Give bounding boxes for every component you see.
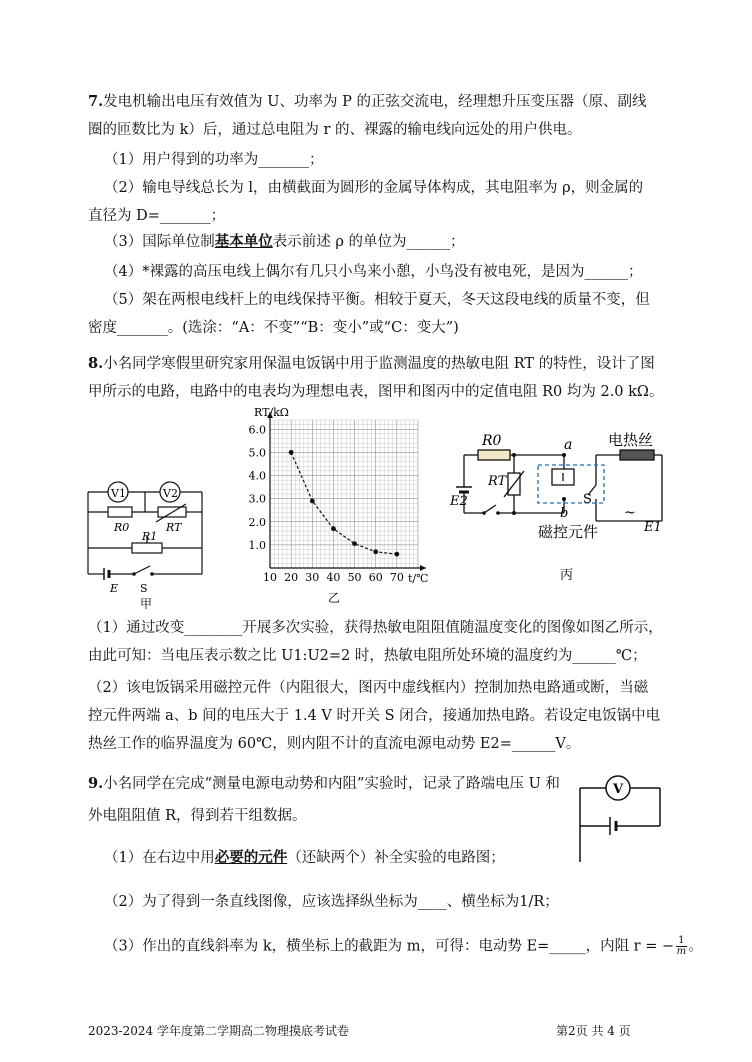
bing-rt-label: RT [488, 474, 507, 489]
chart-ticks [249, 423, 404, 584]
footer-right: 第2页 共 4 页 [556, 1024, 631, 1038]
q9-fraction-num: 1 [678, 935, 685, 946]
bing-ac-symbol: ~ [624, 505, 636, 521]
jia-v2-label: V2 [163, 487, 178, 500]
circuit-jia [80, 470, 220, 610]
q9-fraction [676, 936, 686, 957]
chart-point [310, 499, 315, 504]
q9-line1 [88, 774, 560, 794]
q9-part1-pre: （1）在右边中用 [104, 850, 215, 866]
bing-e2-label: E2 [450, 494, 468, 509]
q7-part5b: 密度_______。(选涂：“A：不变”“B：变小”或“C：变大”) [88, 320, 459, 336]
footer-left: 2023-2024 学年度第二学期高二物理摸底考试卷 [88, 1024, 349, 1038]
jia-rt-label: RT [166, 521, 182, 534]
q8-stem-1: 小名同学寒假里研究家用保温电饭锅中用于监测温度的热敏电阻 RT 的特性，设计了图 [103, 356, 655, 372]
chart-ylabel: RT/kΩ [254, 406, 289, 419]
jia-s-label: S [140, 582, 148, 595]
chart-caption: 乙 [328, 591, 341, 605]
chart-yi [232, 402, 432, 607]
q7-part2b: 直径为 D=_______； [88, 208, 226, 224]
q9-stem-1: 小名同学在完成“测量电源电动势和内阻”实验时，记录了路端电压 U 和 [103, 776, 560, 792]
q9-part3 [104, 936, 703, 957]
chart-x-tick: 30 [305, 571, 320, 584]
q9-part1-bold: 必要的元件 [214, 849, 288, 866]
chart-x-tick: 10 [263, 571, 277, 584]
q7-part2a: （2）输电导线总长为 l，由横截面为圆形的金属导体构成，其电阻率为 ρ，则金属的 [104, 180, 644, 196]
q7-part3-bold: 基本单位 [214, 233, 273, 250]
q7-stem-1: 发电机输出电压有效值为 U、功率为 P 的正弦交流电，经理想升压变压器（原、副线 [103, 94, 647, 110]
q7-part3-pre: （3）国际单位制 [104, 234, 215, 250]
chart-x-arrow [420, 565, 426, 571]
chart-point [373, 549, 378, 554]
chart-x-tick: 20 [284, 571, 299, 584]
q9-line2: 外电阻阻值 R，得到若干组数据。 [88, 808, 307, 824]
circuit-q9 [576, 770, 666, 866]
q7-part3-post: 表示前述 ρ 的单位为______； [272, 234, 465, 250]
jia-r0-label: R0 [114, 521, 130, 534]
chart-y-tick: 5.0 [248, 446, 266, 460]
bing-b-label: b [560, 506, 569, 521]
chart-y-tick: 1.0 [248, 538, 266, 552]
q8-part1b: 由此可知：当电压表示数之比 U1:U2=2 时，热敏电阻所处环境的温度约为______℃； [88, 648, 647, 664]
jia-v1-label: V1 [111, 487, 126, 500]
resistor-r0 [478, 450, 510, 460]
chart-point [394, 552, 399, 557]
resistor-r0 [108, 507, 132, 517]
rheostat-r1 [132, 543, 162, 553]
q9-part3-end: 。 [688, 938, 704, 955]
q8-line2: 甲所示的电路，电路中的电表均为理想电表，图甲和图丙中的定值电阻 R0 均为 2.0 kΩ。 [88, 384, 664, 400]
q8-part2b: 控元件两端 a、b 间的电压大于 1.4 V 时开关 S 闭合，接通加热电路。若设定电饭锅中电 [88, 708, 661, 724]
bing-s-label: S [583, 492, 592, 507]
bing-caption: 丙 [560, 568, 574, 583]
jia-r1-label: R1 [142, 530, 158, 543]
q7-part3 [104, 232, 464, 252]
heater-wire [620, 450, 654, 460]
q9-part2: （2）为了得到一条直线图像，应该选择纵坐标为____、横坐标为1/R； [104, 894, 559, 910]
bing-heater-label: 电热丝 [608, 431, 654, 449]
q8-line1 [88, 354, 655, 374]
chart-x-tick: 50 [347, 571, 362, 584]
q7-number: 7. [88, 93, 104, 110]
q9-number: 9. [88, 775, 104, 792]
q9-part3-text: （3）作出的直线斜率为 k，横坐标上的截距为 m，可得：电动势 E=_____，内阻 r = − [104, 938, 675, 955]
bing-r0-label: R0 [482, 433, 502, 449]
q7-part1: （1）用户得到的功率为_______； [104, 152, 324, 168]
q7-line1 [88, 92, 646, 112]
chart-axes [267, 412, 426, 571]
bing-magnetic-label: 磁控元件 [538, 523, 599, 541]
q8-part2a: （2）该电饭锅采用磁控元件（内阻很大，图丙中虚线框内）控制加热电路通或断，当磁 [88, 680, 649, 696]
q8-part2c: 热丝工作的临界温度为 60℃，则内阻不计的直流电源电动势 E2=______V。 [88, 736, 581, 752]
bing-a-label: a [564, 437, 573, 453]
chart-y-tick: 3.0 [248, 492, 266, 506]
q8-number: 8. [88, 355, 104, 372]
q7-line2: 圈的匝数比为 k）后，通过总电阻为 r 的、裸露的输电线向远处的用户供电。 [88, 122, 582, 138]
bing-e1-label: E1 [644, 520, 662, 535]
chart-xlabel: t/℃ [408, 572, 429, 585]
q7-part5a: （5）架在两根电线杆上的电线保持平衡。相较于夏天，冬天这段电线的质量不变，但 [104, 292, 650, 308]
chart-x-tick: 40 [326, 571, 341, 584]
jia-caption: 甲 [140, 597, 153, 610]
chart-y-tick: 6.0 [248, 423, 266, 437]
chart-point [289, 450, 294, 455]
q7-part4: （4）*裸露的高压电线上偶尔有几只小鸟来小憩，小鸟没有被电死，是因为______； [104, 264, 643, 280]
q9-part1-post: （还缺两个）补全实验的电路图； [287, 850, 505, 866]
q8-part1a: （1）通过改变________开展多次实验，获得热敏电阻阻值随温度变化的图像如图乙所示， [88, 620, 663, 636]
chart-y-tick: 2.0 [248, 515, 266, 529]
chart-x-tick: 70 [389, 571, 404, 584]
jia-e-label: E [110, 582, 119, 595]
chart-point [352, 541, 357, 546]
q9-v-label: V [613, 782, 624, 797]
circuit-bing [448, 425, 673, 585]
chart-y-tick: 4.0 [248, 469, 266, 483]
q9-fraction-den: m [676, 946, 687, 957]
chart-grid [270, 420, 418, 568]
chart-x-tick: 60 [368, 571, 383, 584]
q9-part1 [104, 848, 505, 868]
chart-point [331, 526, 336, 531]
magnetic-element-box [538, 465, 604, 503]
